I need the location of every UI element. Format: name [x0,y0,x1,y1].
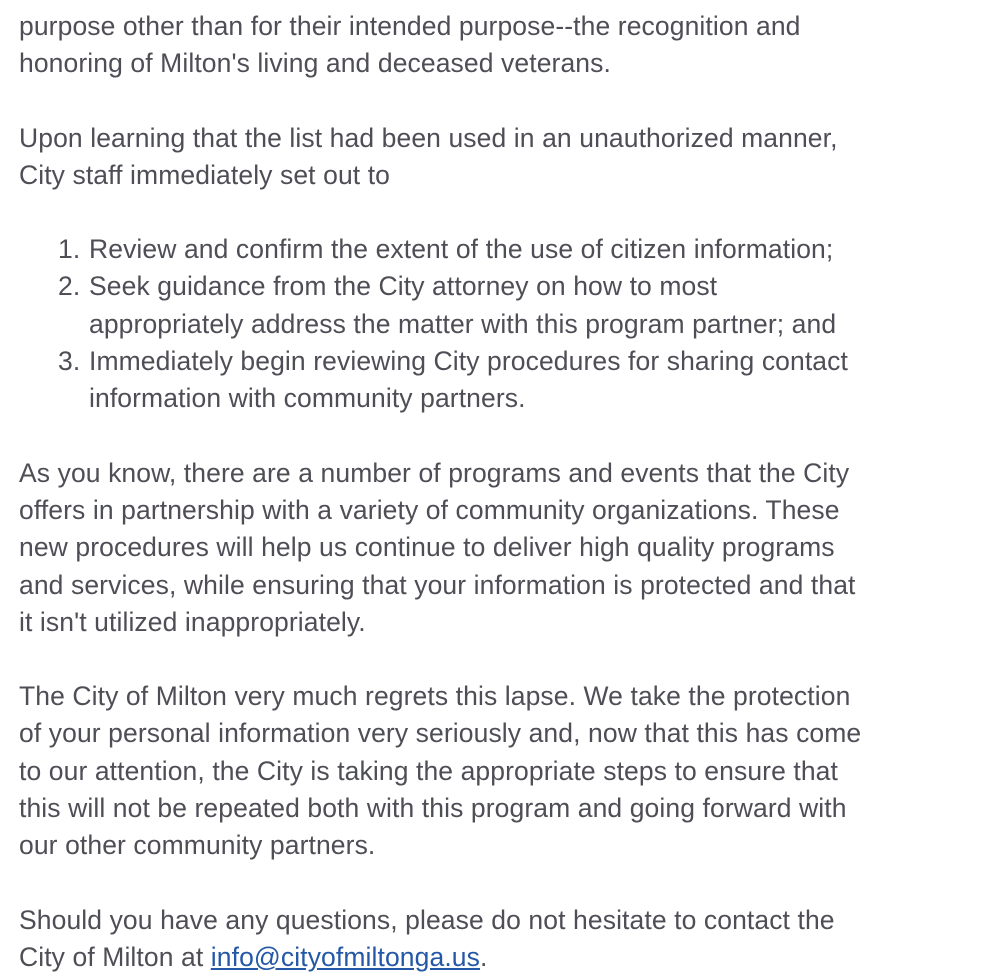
list-item-line: Immediately begin reviewing City procedures for sharing contact [89,346,848,377]
list-item-line: Seek guidance from the City attorney on how to most [89,271,718,302]
text-line: our other community partners. [19,830,376,861]
text-line: The City of Milton very much regrets this lapse. We take the protection [19,681,851,712]
list-item-line: appropriately address the matter with this program partner; and [89,308,837,339]
text-line: it isn't utilized inappropriately. [19,606,366,637]
contact-suffix-text: . [479,941,488,972]
contact-prefix-text: City of Milton at [19,941,211,972]
text-line: offers in partnership with a variety of community organizations. These [19,494,840,525]
text-line: of your personal information very seriously and, now that this has come [19,718,862,749]
text-line: and services, while ensuring that your information is protected and that [19,569,856,600]
list-item-marker: 3. [58,346,81,377]
list-item-line: Review and confirm the extent of the use of citizen information; [89,234,834,265]
paragraph-as-you-know [19,455,1000,641]
email-link[interactable]: info@cityofmiltonga.us [210,941,480,972]
list-item-line: information with community partners. [89,383,526,414]
paragraph-contact [19,902,1000,977]
text-line: purpose other than for their intended purpose--the recognition and [19,11,801,41]
text-line: honoring of Milton's living and deceased veterans. [19,48,611,79]
document-body-column [19,8,1000,977]
action-steps-list [19,231,1000,417]
text-line: new procedures will help us continue to deliver high quality programs [19,532,835,563]
text-line: to our attention, the City is taking the appropriate steps to ensure that [19,755,838,786]
text-line: Should you have any questions, please do not hesitate to contact the [19,904,835,935]
text-line: Upon learning that the list had been used in an unauthorized manner, [19,122,838,153]
list-item [19,231,1000,268]
list-item [19,268,1000,343]
text-line: this will not be repeated both with this program and going forward with [19,793,847,824]
list-item [19,343,1000,418]
paragraph-city-regrets [19,678,1000,864]
list-item-marker: 2. [58,271,81,302]
text-line: As you know, there are a number of programs and events that the City [19,457,850,488]
paragraph-upon-learning [19,120,1000,195]
list-item-marker: 1. [58,234,81,265]
paragraph-intended-purpose [19,8,1000,83]
text-line-with-link [19,939,1000,976]
text-line: City staff immediately set out to [19,159,391,190]
